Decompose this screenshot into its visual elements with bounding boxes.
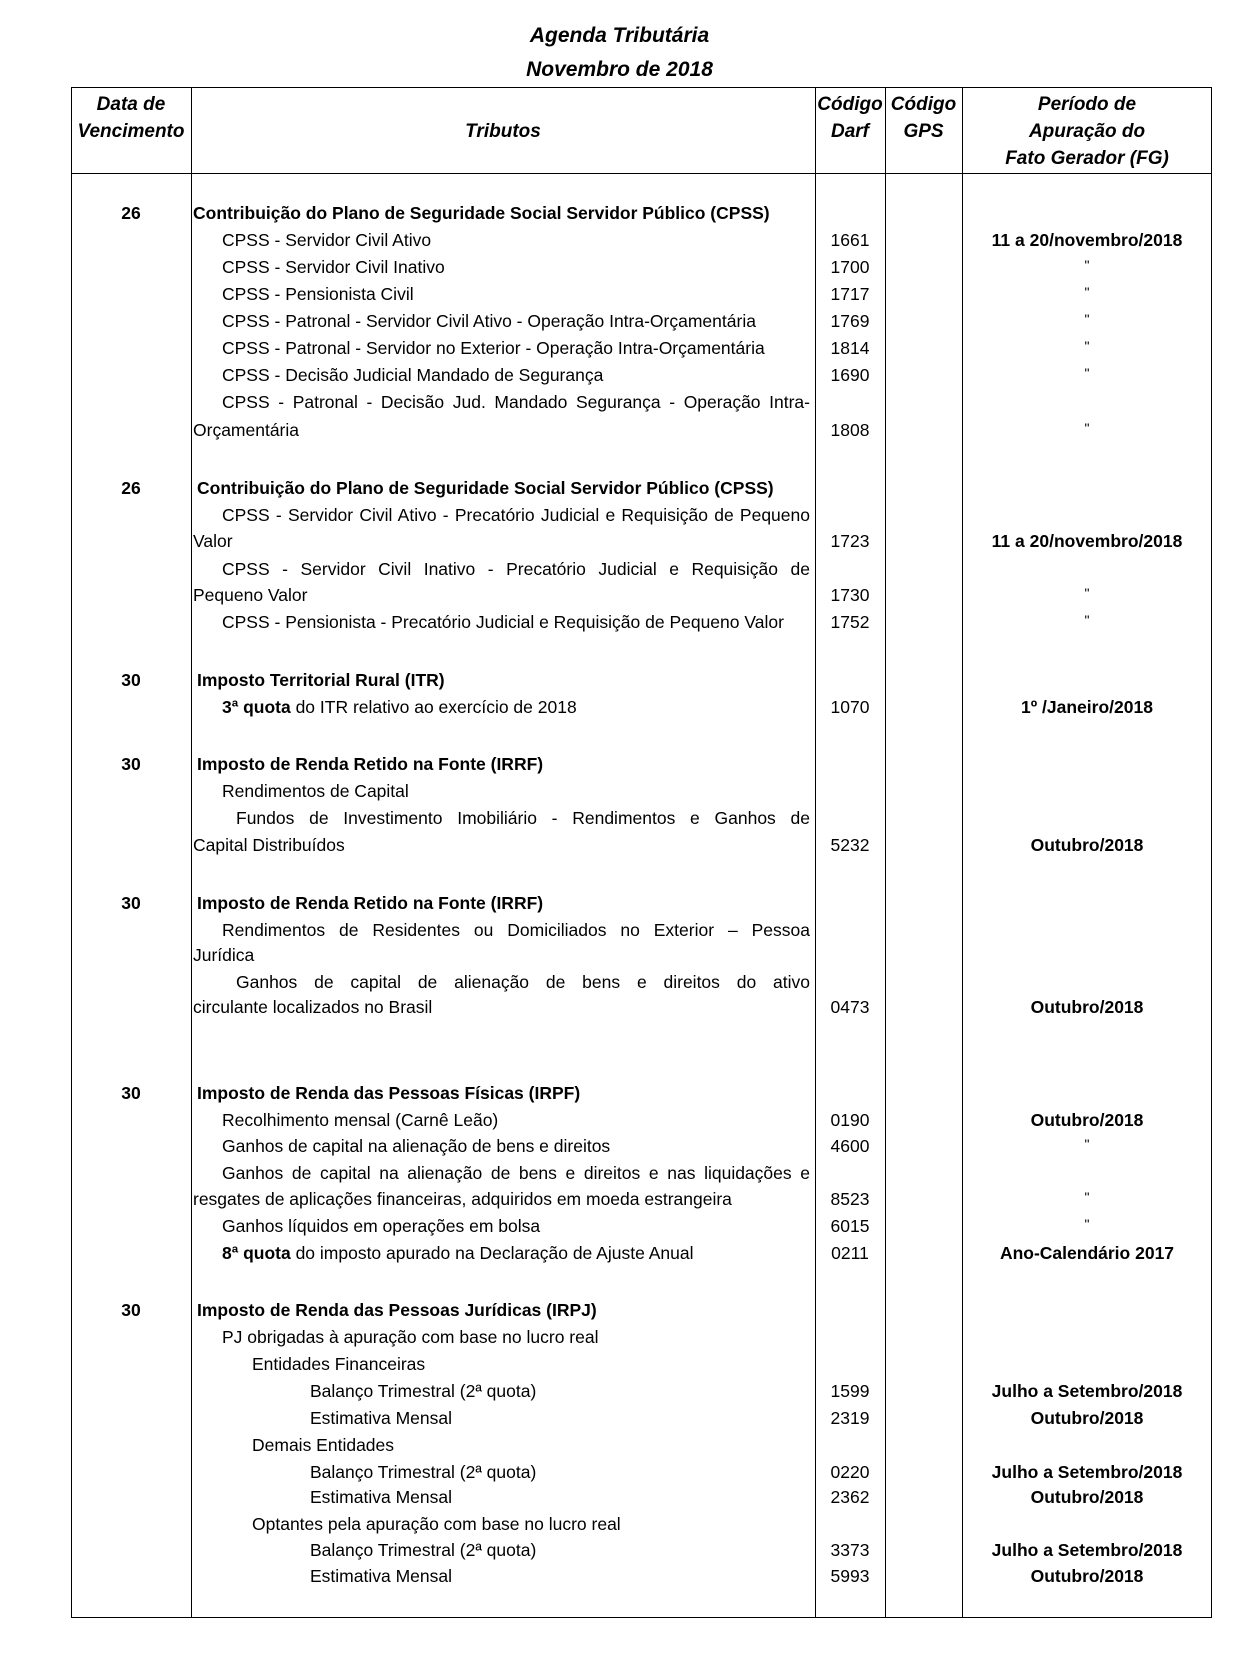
apuracao-period: Julho a Setembro/2018	[991, 1540, 1183, 1560]
tributo-item	[222, 697, 577, 718]
darf-code: 3373	[830, 1540, 870, 1560]
tributo-item: CPSS - Patronal - Servidor Civil Ativo - Operação Intra-Orçamentária	[222, 311, 756, 331]
darf-code: 1717	[830, 284, 870, 304]
darf-code: 1752	[830, 612, 870, 632]
tributo-item: Orçamentária	[193, 420, 300, 440]
apuracao-period: "	[1084, 1216, 1090, 1232]
tributo-heading: Contribuição do Plano de Seguridade Social Servidor Público (CPSS)	[197, 478, 774, 498]
table-row	[0, 781, 1239, 808]
due-date: 30	[121, 670, 141, 690]
table-row	[0, 893, 1239, 920]
apuracao-period: "	[1084, 257, 1090, 273]
tributo-heading: Imposto de Renda Retido na Fonte (IRRF)	[197, 893, 544, 913]
apuracao-period: 11 a 20/novembro/2018	[991, 230, 1183, 250]
header-periodo	[962, 91, 1212, 172]
table-row	[0, 230, 1239, 257]
table-row	[0, 670, 1239, 697]
darf-code: 1723	[830, 531, 870, 551]
table-row	[0, 257, 1239, 284]
due-date: 30	[121, 754, 141, 774]
darf-code: 0211	[831, 1243, 869, 1263]
darf-code: 1808	[830, 420, 870, 440]
header-divider	[71, 173, 1212, 174]
tributo-item: Jurídica	[193, 945, 255, 965]
page-title: Agenda Tributária	[529, 24, 710, 47]
tributo-item: Ganhos de capital de alienação de bens e direitos do ativo	[236, 972, 810, 992]
tributo-item: resgates de aplicações financeiras, adquiridos em moeda estrangeira	[193, 1189, 732, 1209]
header-darf-line: Código	[817, 94, 883, 115]
tributo-heading: Imposto de Renda das Pessoas Físicas (IRPF)	[197, 1083, 581, 1103]
apuracao-period: Julho a Setembro/2018	[991, 1381, 1183, 1401]
darf-code: 2319	[830, 1408, 870, 1428]
quota-text: do ITR relativo ao exercício de 2018	[290, 697, 577, 717]
table-row	[0, 1189, 1239, 1216]
tributo-heading: Contribuição do Plano de Seguridade Social Servidor Público (CPSS)	[193, 203, 770, 223]
tributo-heading: Imposto de Renda das Pessoas Jurídicas (IRPJ)	[197, 1300, 597, 1320]
tributo-item: CPSS - Pensionista Civil	[222, 284, 414, 304]
tributo-item: Valor	[193, 531, 233, 551]
darf-code: 1730	[830, 585, 870, 605]
darf-code: 6015	[830, 1216, 870, 1236]
tributo-item: Ganhos de capital na alienação de bens e direitos	[222, 1136, 611, 1156]
apuracao-period: Outubro/2018	[1030, 1408, 1144, 1428]
table-row	[0, 997, 1239, 1024]
header-darf-line: Darf	[830, 121, 869, 142]
table-row	[0, 1083, 1239, 1110]
table-row	[0, 1300, 1239, 1327]
tributo-item: CPSS - Pensionista - Precatório Judicial e Requisição de Pequeno Valor	[222, 612, 784, 632]
tributo-item: Fundos de Investimento Imobiliário - Rendimentos e Ganhos de	[236, 808, 810, 828]
darf-code: 1661	[830, 230, 870, 250]
tributo-item: CPSS - Servidor Civil Ativo - Precatório Judicial e Requisição de Pequeno	[222, 505, 810, 525]
table-row	[0, 1327, 1239, 1354]
header-periodo-line: Período de	[1037, 94, 1137, 115]
table-row	[0, 284, 1239, 311]
darf-code: 1599	[830, 1381, 870, 1401]
quota-text: do imposto apurado na Declaração de Ajuste Anual	[290, 1243, 694, 1263]
table-row	[0, 1566, 1239, 1593]
tributo-item: Ganhos líquidos em operações em bolsa	[222, 1216, 541, 1236]
tributo-item: PJ obrigadas à apuração com base no lucro real	[222, 1327, 599, 1347]
darf-code: 1700	[830, 257, 870, 277]
table-row	[0, 1435, 1239, 1462]
tributo-item: Rendimentos de Capital	[222, 781, 409, 801]
darf-code: 2362	[830, 1487, 870, 1507]
quota-label: 3ª quota	[222, 697, 291, 717]
apuracao-period: Outubro/2018	[1030, 835, 1144, 855]
darf-code: 1070	[830, 697, 870, 717]
apuracao-period: "	[1084, 338, 1090, 354]
darf-code: 1690	[830, 365, 870, 385]
tributo-heading: Imposto de Renda Retido na Fonte (IRRF)	[197, 754, 544, 774]
tributo-item: CPSS - Patronal - Decisão Jud. Mandado Segurança - Operação Intra-	[222, 392, 810, 412]
tributo-item: Optantes pela apuração com base no lucro real	[252, 1514, 621, 1534]
apuracao-period: Outubro/2018	[1030, 1566, 1144, 1586]
table-row	[0, 585, 1239, 612]
due-date: 26	[121, 478, 141, 498]
darf-code: 0190	[830, 1110, 870, 1130]
quota-label: 8ª quota	[222, 1243, 291, 1263]
due-date: 30	[121, 1300, 141, 1320]
table-row	[0, 1163, 1239, 1190]
darf-code: 0473	[830, 997, 870, 1017]
due-date: 30	[121, 1083, 141, 1103]
header-periodo-line: Fato Gerador (FG)	[1005, 148, 1169, 169]
header-darf	[815, 91, 885, 145]
header-date-line: Data de	[96, 94, 166, 115]
tributo-item: Balanço Trimestral (2ª quota)	[310, 1540, 537, 1560]
table-row	[0, 1487, 1239, 1514]
table-row	[0, 1354, 1239, 1381]
tributo-item: Capital Distribuídos	[193, 835, 345, 855]
table-row	[0, 920, 1239, 947]
tributo-item: CPSS - Servidor Civil Inativo	[222, 257, 445, 277]
table-row	[0, 203, 1239, 230]
table-row	[0, 1243, 1239, 1270]
header-gps-line: Código	[890, 94, 957, 115]
table-row	[0, 1136, 1239, 1163]
apuracao-period: "	[1084, 1136, 1090, 1152]
apuracao-period: "	[1084, 365, 1090, 381]
table-row	[0, 1408, 1239, 1435]
darf-code: 0220	[830, 1462, 870, 1482]
darf-code: 1814	[830, 338, 870, 358]
header-date	[71, 91, 191, 145]
header-gps	[885, 91, 962, 145]
header-tributos: Tributos	[465, 121, 541, 142]
tributo-heading: Imposto Territorial Rural (ITR)	[197, 670, 445, 690]
tributo-item: Estimativa Mensal	[310, 1408, 452, 1428]
table-row	[0, 531, 1239, 558]
darf-code: 8523	[830, 1189, 870, 1209]
tributo-item: Balanço Trimestral (2ª quota)	[310, 1462, 537, 1482]
table-row	[0, 478, 1239, 505]
table-row	[0, 559, 1239, 586]
table-row	[0, 365, 1239, 392]
page-subtitle: Novembro de 2018	[526, 58, 713, 81]
apuracao-period: 1º /Janeiro/2018	[1021, 697, 1153, 717]
table-row	[0, 1110, 1239, 1137]
tributo-item: Ganhos de capital na alienação de bens e direitos e nas liquidações e	[222, 1163, 810, 1183]
table-row	[0, 1514, 1239, 1541]
apuracao-period: 11 a 20/novembro/2018	[991, 531, 1183, 551]
header-periodo-line: Apuração do	[1028, 121, 1146, 142]
table-row	[0, 311, 1239, 338]
apuracao-period: Julho a Setembro/2018	[991, 1462, 1183, 1482]
apuracao-period: "	[1084, 612, 1090, 628]
darf-code: 4600	[830, 1136, 870, 1156]
apuracao-period: Outubro/2018	[1030, 997, 1144, 1017]
darf-code: 5232	[830, 835, 870, 855]
table-row	[0, 754, 1239, 781]
table-row	[0, 392, 1239, 419]
table-row	[0, 972, 1239, 999]
header-date-line: Vencimento	[77, 121, 185, 142]
apuracao-period: Outubro/2018	[1030, 1110, 1144, 1130]
tributo-item: Recolhimento mensal (Carnê Leão)	[222, 1110, 499, 1130]
table-row	[0, 338, 1239, 365]
apuracao-period: "	[1084, 420, 1090, 436]
tributo-item: Estimativa Mensal	[310, 1566, 452, 1586]
table-row	[0, 1462, 1239, 1489]
tributo-item: Balanço Trimestral (2ª quota)	[310, 1381, 537, 1401]
apuracao-period: "	[1084, 284, 1090, 300]
due-date: 26	[121, 203, 141, 223]
tributo-item: CPSS - Servidor Civil Ativo	[222, 230, 432, 250]
apuracao-period: Outubro/2018	[1030, 1487, 1144, 1507]
table-row	[0, 697, 1239, 724]
apuracao-period: "	[1084, 311, 1090, 327]
table-row	[0, 420, 1239, 447]
table-row	[0, 1381, 1239, 1408]
tributo-item: Pequeno Valor	[193, 585, 308, 605]
table-row	[0, 945, 1239, 972]
table-row	[0, 612, 1239, 639]
table-row	[0, 1540, 1239, 1567]
tributo-item: Rendimentos de Residentes ou Domiciliados no Exterior – Pessoa	[222, 920, 810, 940]
apuracao-period: Ano-Calendário 2017	[999, 1243, 1175, 1263]
table-row	[0, 808, 1239, 835]
table-row	[0, 505, 1239, 532]
due-date: 30	[121, 893, 141, 913]
darf-code: 1769	[830, 311, 870, 331]
tributo-item: circulante localizados no Brasil	[193, 997, 433, 1017]
tributo-item: Estimativa Mensal	[310, 1487, 452, 1507]
table-row	[0, 1216, 1239, 1243]
tributo-item: CPSS - Patronal - Servidor no Exterior - Operação Intra-Orçamentária	[222, 338, 765, 358]
tributo-item: CPSS - Servidor Civil Inativo - Precatório Judicial e Requisição de	[222, 559, 810, 579]
darf-code: 5993	[830, 1566, 870, 1586]
tributo-item: Entidades Financeiras	[252, 1354, 426, 1374]
tributo-item: CPSS - Decisão Judicial Mandado de Segurança	[222, 365, 604, 385]
apuracao-period: "	[1084, 1189, 1090, 1205]
table-row	[0, 835, 1239, 862]
tributo-item: Demais Entidades	[252, 1435, 395, 1455]
header-gps-line: GPS	[903, 121, 944, 142]
tributo-item	[222, 1243, 693, 1264]
apuracao-period: "	[1084, 585, 1090, 601]
